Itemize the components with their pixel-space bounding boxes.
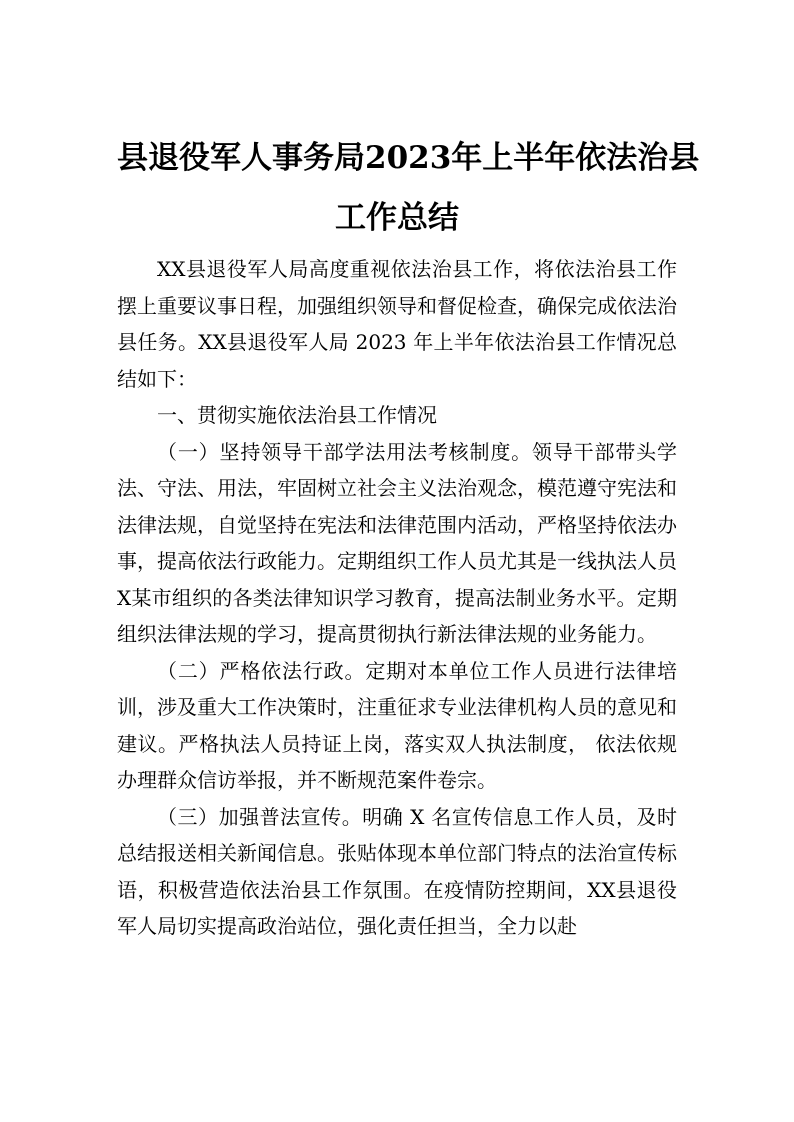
title-line-2: 工作总结 — [335, 200, 459, 236]
paragraph-leadership-study: （一）坚持领导干部学法用法考核制度。领导干部带头学法、守法、用法，牢固树立社会主义法治观念，模范遵守宪法和法律法规，自觉坚持在宪法和法律范围内活动，严格坚持依法办事，提高依法行政能力。定期组织工作人员尤其是一线执法人员X某市组织的各类法律知识学习教育，提高法制业务水平。定期组织法律法规的学习，提高贯彻执行新法律法规的业务能力。 — [117, 439, 677, 646]
section-heading: 一、贯彻实施依法治县工作情况 — [157, 403, 437, 427]
document-body — [117, 251, 677, 945]
paragraph-legal-publicity: （三）加强普法宣传。明确 X 名宣传信息工作人员，及时总结报送相关新闻信息。张贴体现本单位部门特点的法治宣传标语，积极营造依法治县工作氛围。在疫情防控期间，XX县退役军人局切实提高政治站位，强化责任担当，全力以赴 — [117, 804, 677, 938]
title-line-1: 县退役军人事务局2023年上半年依法治县 — [117, 140, 700, 176]
document-title — [117, 128, 700, 248]
intro-paragraph: XX县退役军人局高度重视依法治县工作，将依法治县工作摆上重要议事日程，加强组织领导和督促检查，确保完成依法治县任务。XX县退役军人局 2023 年上半年依法治县工作情况总结如下： — [117, 257, 677, 391]
document-page — [117, 128, 700, 945]
paragraph-law-administration: （二）严格依法行政。定期对本单位工作人员进行法律培训，涉及重大工作决策时，注重征求专业法律机构人员的意见和建议。严格执法人员持证上岗，落实双人执法制度， 依法依规办理群众信访举报，并不断规范案件卷宗。 — [117, 658, 677, 792]
